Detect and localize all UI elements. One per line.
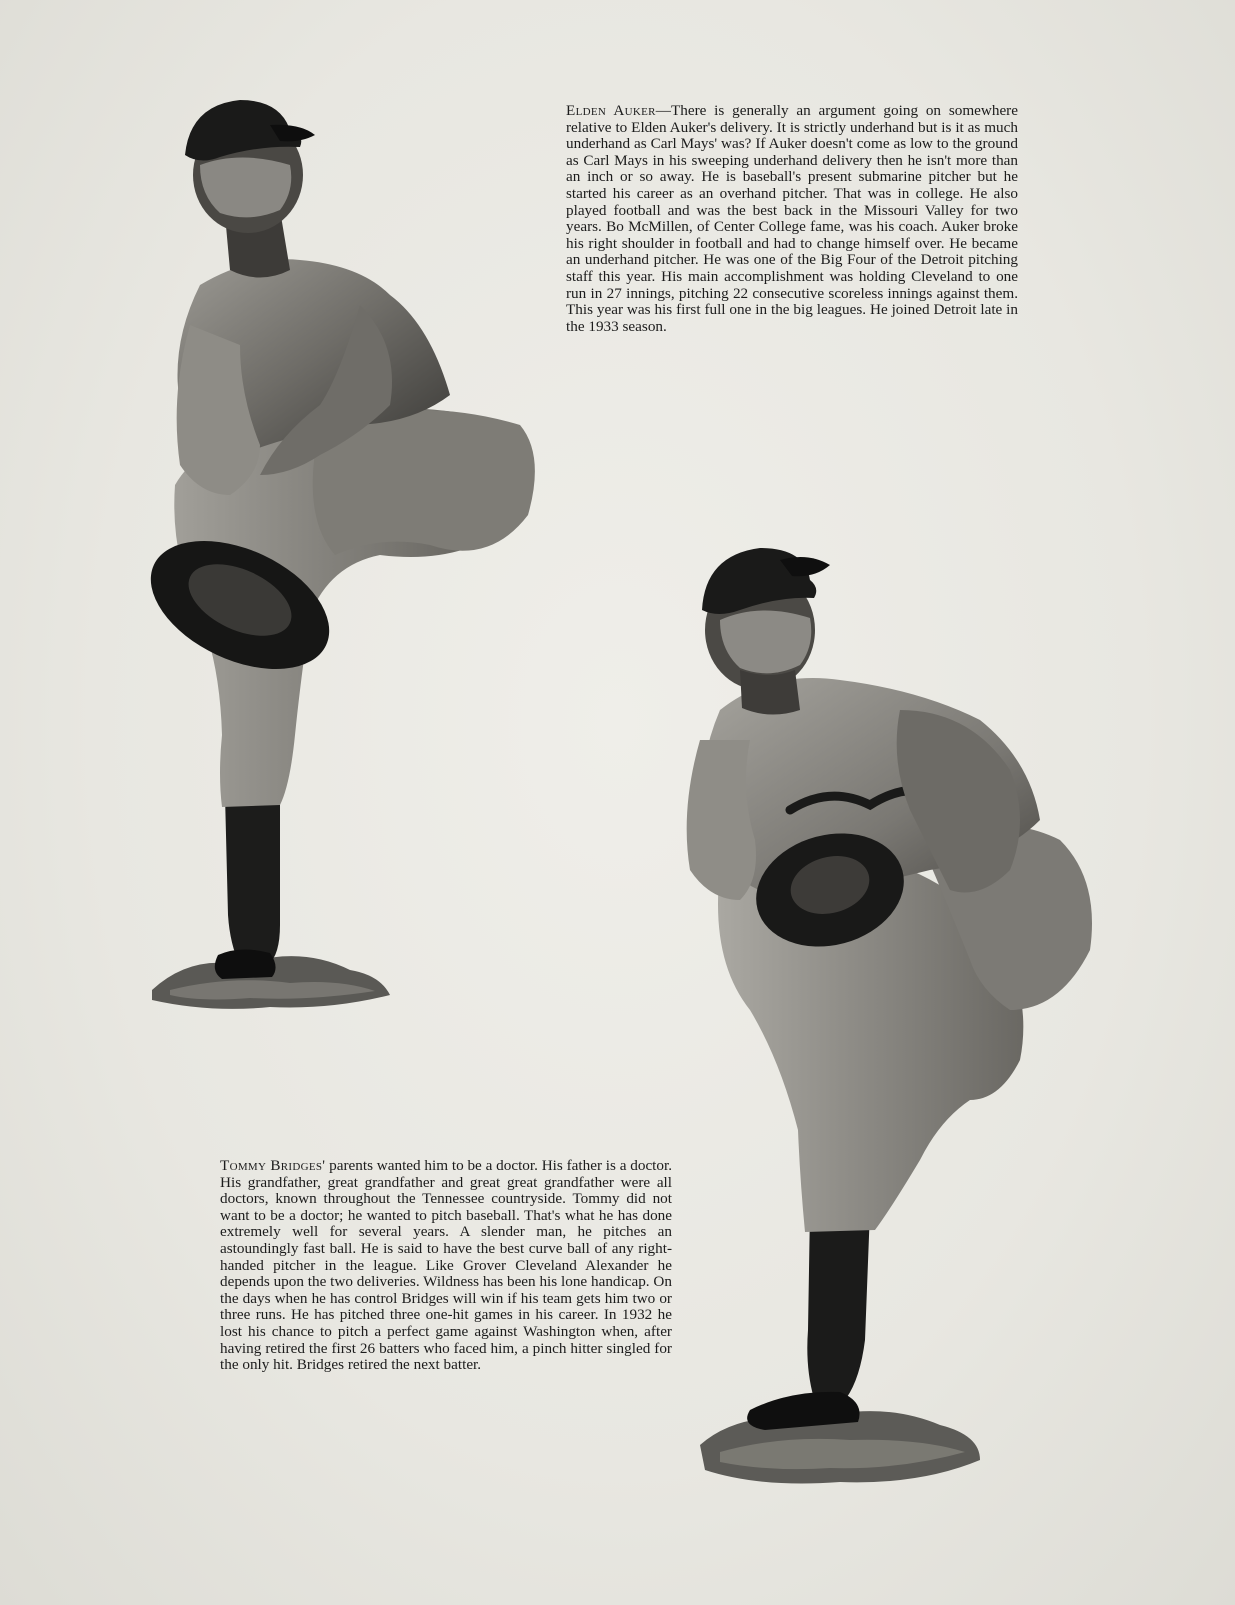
tommy-bridges-body: parents wanted him to be a doctor. His father is a doctor. His grandfather, great grandfather and great great grandfather were all doctors, known throughout the Tennessee countryside. Tommy did not want to be a doctor; he wanted to pitch baseball. That's what he has done extremely well for several years. A slender man, he pitches an astoundingly fast ball. He is said to have the best curve ball of any right-handed pitcher in the league. Like Grover Cleveland Alexander he depends upon the two deliveries. Wildness has been his lone handicap. On the days when he has control Bridges will win if his team gets him two or three runs. He has pitched three one-hit games in his career. In 1932 he lost his chance to pitch a perfect game against Washington when, after having retired the first 26 batters who faced him, a pinch hitter singled for the only hit. Bridges retired the next batter. <box>220 1157 673 1374</box>
elden-auker-body: —There is generally an argument going on somewhere relative to Elden Auker's delivery. It is strictly underhand but is it as much underhand as Carl Mays' was? If Auker doesn't come as low to the ground as Carl Mays in his sweeping underhand delivery then he isn't more than an inch or so away. He is baseball's present submarine pitcher but he started his career as an overhand pitcher. That was in college. He also played football and was the best back in the Missouri Valley for two years. Bo McMillen, of Center College fame, was his coach. Auker broke his right shoulder in football and had to change himself over. He became an underhand pitcher. He was one of the Big Four of the Detroit pitching staff this year. His main accomplishment was holding Cleveland to one run in 27 innings, pitching 22 consecutive scoreless innings against them. This year was his first full one in the big leagues. He joined Detroit late in the 1933 season. <box>566 102 1018 335</box>
elden-auker-lead: Elden Auker <box>566 102 656 119</box>
elden-auker-paragraph <box>566 103 1018 335</box>
tommy-bridges-paragraph <box>220 1158 672 1374</box>
elden-auker-photo <box>130 95 550 1035</box>
tommy-bridges-photo <box>680 540 1120 1500</box>
tommy-bridges-lead: Tommy Bridges' <box>220 1157 326 1174</box>
